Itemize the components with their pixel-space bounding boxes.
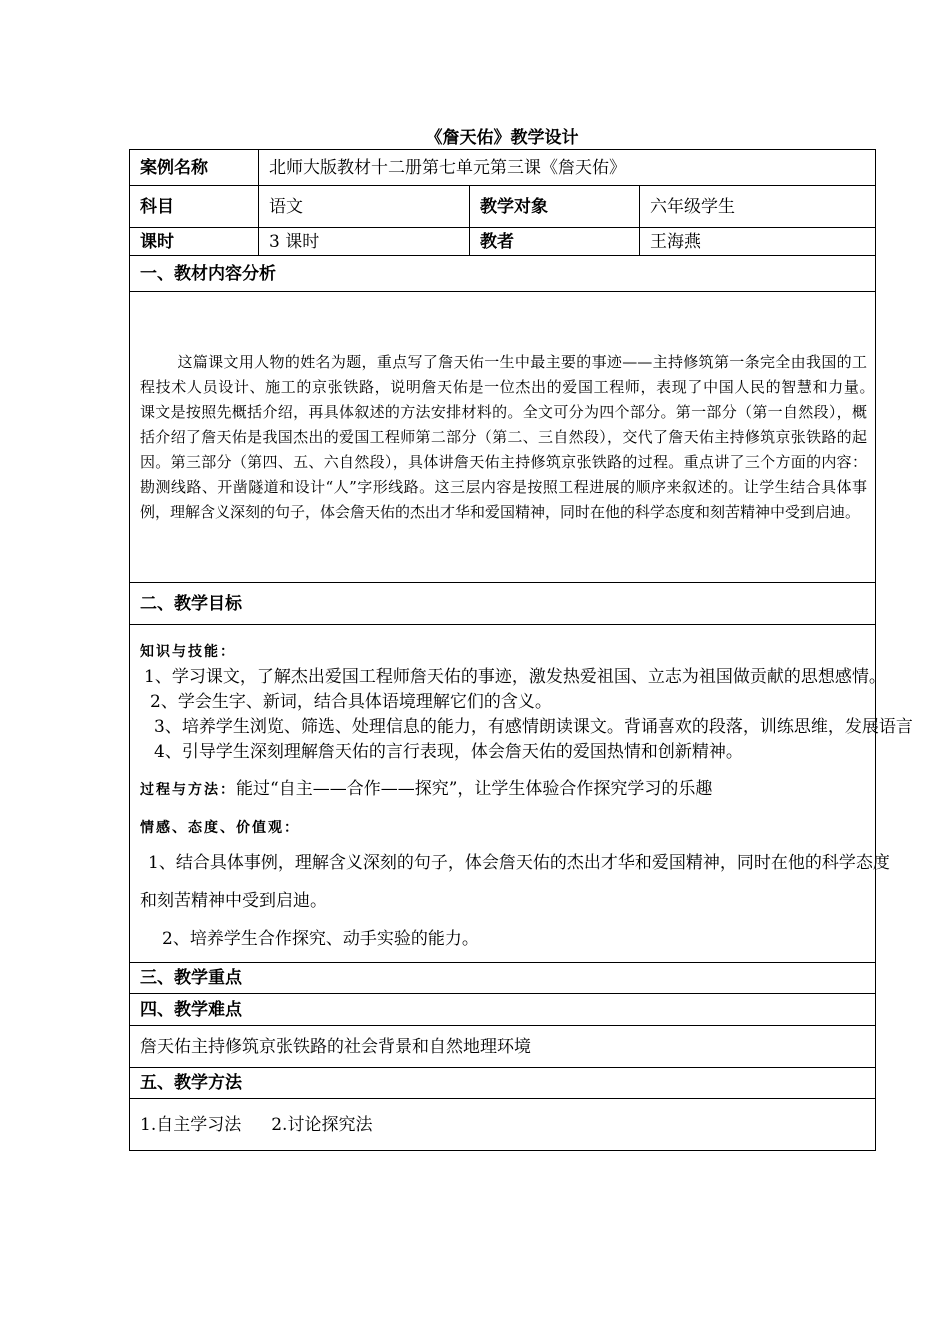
emotion-item-continued: 和刻苦精神中受到启迪。	[140, 891, 327, 911]
period-row	[130, 228, 876, 256]
section-heading: 五、教学方法	[130, 1068, 876, 1099]
section-heading: 四、教学难点	[130, 994, 876, 1026]
document-title: 《詹天佑》教学设计	[425, 128, 579, 148]
subject-value: 语文	[259, 186, 470, 228]
section2-heading-row	[130, 583, 876, 625]
target-value: 六年级学生	[640, 186, 876, 228]
method-item: 2.讨论探究法	[271, 1114, 373, 1135]
section5-heading-row	[130, 1068, 876, 1099]
difficulty-text: 詹天佑主持修筑京张铁路的社会背景和自然地理环境	[130, 1026, 876, 1068]
section2-content-row	[130, 625, 876, 963]
case-value: 北师大版教材十二册第七单元第三课《詹天佑》	[259, 150, 876, 186]
target-label: 教学对象	[470, 186, 640, 228]
section-heading: 三、教学重点	[130, 963, 876, 994]
section5-content-row	[130, 1099, 876, 1151]
knowledge-item: 1、学习课文，了解杰出爱国工程师詹天佑的事迹，激发热爱祖国、立志为祖国做贡献的思想感情。	[144, 667, 886, 687]
subject-label: 科目	[130, 186, 259, 228]
section-heading: 二、教学目标	[130, 583, 876, 625]
teacher-value: 王海燕	[640, 228, 876, 256]
method-item: 1.自主学习法	[140, 1114, 242, 1135]
content-analysis-paragraph: 这篇课文用人物的姓名为题，重点写了詹天佑一生中最主要的事迹——主持修筑第一条完全由我国的工程技术人员设计、施工的京张铁路，说明詹天佑是一位杰出的爱国工程师，表现了中国人民的智慧和力量。 课文是按照先概括介绍，再具体叙述的方法安排材料的。全文可分为四个部分。第一部分（第一自然段），概括介绍了詹天佑是我国杰出的爱国工程师第二部分（第二、三自然段），交代了詹天佑主持修筑京张铁路的起因。第三部分（第四、五、六自然段），具体讲詹天佑主持修筑京张铁路的过程。重点讲了三个方面的内容：勘测线路、开凿隧道和设计“人”字形线路。这三层内容是按照工程进展的顺序来叙述的。让学生结合具体事例，理解含义深刻的句子，体会詹天佑的杰出才华和爱国精神，同时在他的科学态度和刻苦精神中受到启迪。	[140, 352, 883, 521]
section4-content-row	[130, 1026, 876, 1068]
period-value: 3 课时	[259, 228, 470, 256]
process-text: 能过“自主——合作——探究”，让学生体验合作探究学习的乐趣	[236, 779, 713, 799]
lesson-plan-table	[129, 149, 913, 1151]
section4-heading-row	[130, 994, 876, 1026]
knowledge-item: 4、引导学生深刻理解詹天佑的言行表现，体会詹天佑的爱国热情和创新精神。	[154, 742, 743, 762]
teacher-label: 教者	[470, 228, 640, 256]
section3-heading-row	[130, 963, 876, 994]
section1-heading-row	[130, 256, 876, 292]
knowledge-item: 3、培养学生浏览、筛选、处理信息的能力，有感情朗读课文。背诵喜欢的段落，训练思维，发展语言	[154, 717, 913, 737]
section-heading: 一、教材内容分析	[130, 256, 876, 292]
emotion-label: 情感、态度、价值观：	[140, 820, 300, 836]
emotion-item: 1、结合具体事例，理解含义深刻的句子，体会詹天佑的杰出才华和爱国精神，同时在他的科学态度	[148, 853, 890, 873]
case-row	[130, 150, 876, 186]
emotion-item: 2、培养学生合作探究、动手实验的能力。	[162, 929, 479, 949]
subject-row	[130, 186, 876, 228]
knowledge-label: 知识与技能：	[140, 644, 236, 660]
period-label: 课时	[130, 228, 259, 256]
process-label: 过程与方法：	[140, 782, 236, 798]
knowledge-item: 2、学会生字、新词，结合具体语境理解它们的含义。	[150, 692, 552, 712]
section1-content-row	[130, 292, 876, 583]
case-label: 案例名称	[130, 150, 259, 186]
